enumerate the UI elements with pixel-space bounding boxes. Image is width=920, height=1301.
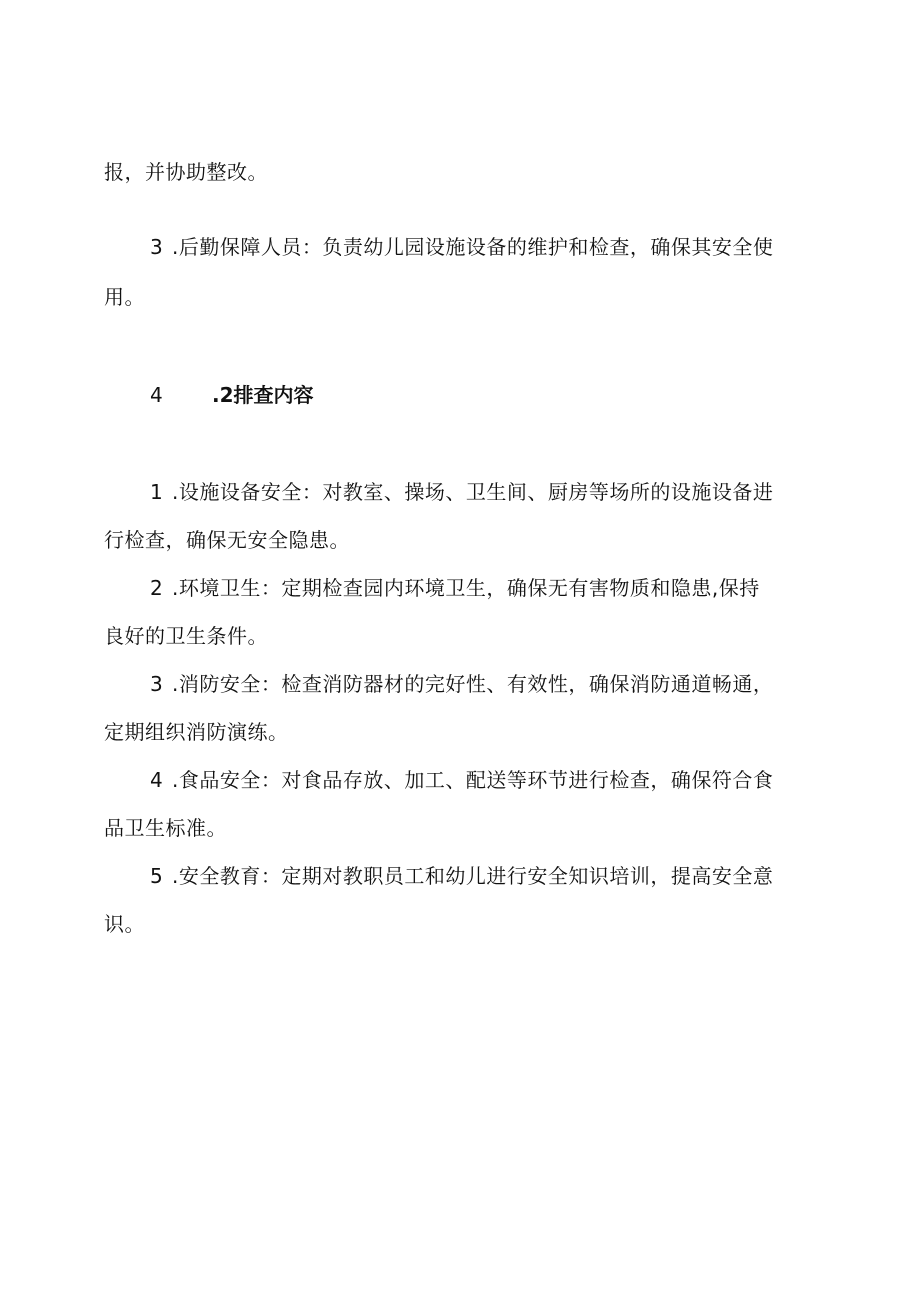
list-item-3-line1 bbox=[150, 670, 773, 698]
staff-item-3-line1 bbox=[150, 233, 773, 261]
list-item-text: .食品安全：对食品存放、加工、配送等环节进行检查，确保符合食 bbox=[172, 768, 774, 792]
list-item-2-line1 bbox=[150, 574, 760, 602]
list-item-number: 2 bbox=[150, 576, 164, 600]
list-item-2-line2: 良好的卫生条件。 bbox=[104, 624, 268, 648]
list-item-text: .安全教育：定期对教职员工和幼儿进行安全知识培训，提高安全意 bbox=[172, 864, 774, 888]
list-item-4-line2: 品卫生标准。 bbox=[104, 816, 227, 840]
list-item-number: 1 bbox=[150, 480, 164, 504]
list-item-5-line2: 识。 bbox=[104, 912, 145, 936]
list-item-number: 3 bbox=[150, 672, 164, 696]
section-number: 4 bbox=[150, 383, 163, 407]
section-heading bbox=[150, 381, 314, 409]
list-item-1-line2: 行检查，确保无安全隐患。 bbox=[104, 528, 350, 552]
list-item-text: .环境卫生：定期检查园内环境卫生，确保无有害物质和隐患,保持 bbox=[172, 576, 760, 600]
section-title: .2排查内容 bbox=[212, 383, 314, 407]
staff-item-3-line2: 用。 bbox=[104, 285, 145, 309]
list-item-3-line2: 定期组织消防演练。 bbox=[104, 720, 289, 744]
list-item-text: .设施设备安全：对教室、操场、卫生间、厨房等场所的设施设备进 bbox=[172, 480, 774, 504]
continuation-text: 报，并协助整改。 bbox=[104, 160, 268, 184]
staff-item-number: 3 bbox=[150, 235, 164, 259]
list-item-number: 5 bbox=[150, 864, 164, 888]
staff-item-text: .后勤保障人员：负责幼儿园设施设备的维护和检查，确保其安全使 bbox=[172, 235, 774, 259]
list-item-5-line1 bbox=[150, 862, 773, 890]
list-item-number: 4 bbox=[150, 768, 164, 792]
list-item-4-line1 bbox=[150, 766, 773, 794]
list-item-text: .消防安全：检查消防器材的完好性、有效性，确保消防通道畅通， bbox=[172, 672, 774, 696]
list-item-1-line1 bbox=[150, 478, 773, 506]
